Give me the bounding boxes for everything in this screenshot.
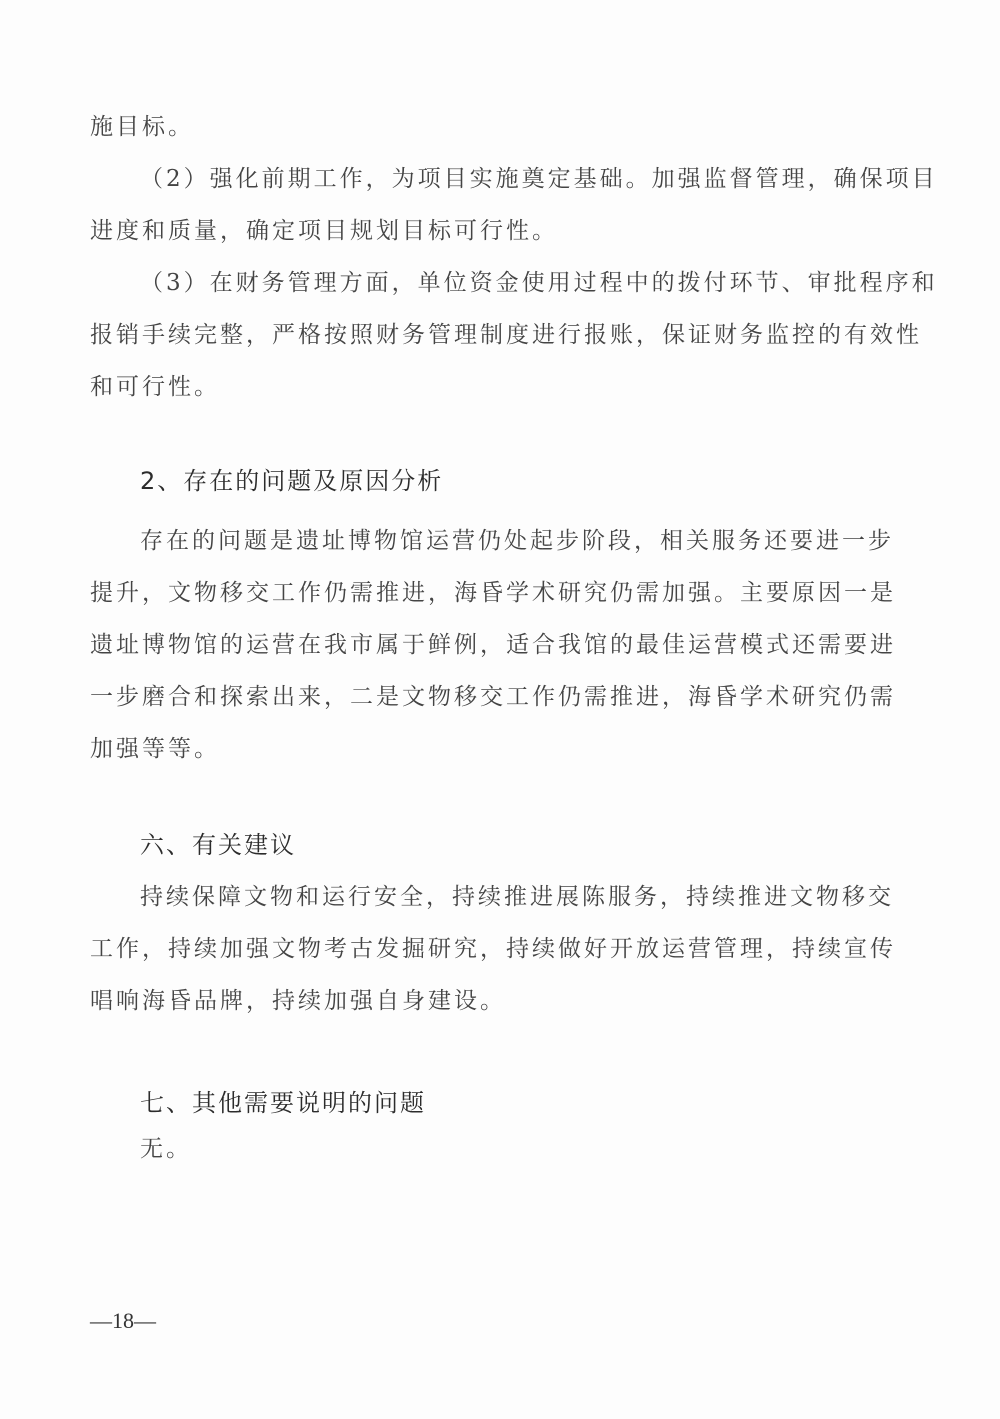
paragraph-line: 报销手续完整，严格按照财务管理制度进行报账，保证财务监控的有效性 [90,322,922,348]
section-heading: 七、其他需要说明的问题 [140,1089,426,1117]
paragraph-line: 无。 [140,1136,192,1162]
paragraph-line: 工作，持续加强文物考古发掘研究，持续做好开放运营管理，持续宣传 [90,936,896,962]
paragraph-line: 加强等等。 [90,736,220,762]
paragraph-line: 和可行性。 [90,374,220,400]
paragraph-line: 存在的问题是遗址博物馆运营仍处起步阶段，相关服务还要进一步 [140,528,894,554]
section-heading: 2、存在的问题及原因分析 [140,467,444,495]
paragraph-line: 进度和质量，确定项目规划目标可行性。 [90,218,558,244]
paragraph-line: 提升，文物移交工作仍需推进，海昏学术研究仍需加强。主要原因一是 [90,580,896,606]
paragraph-line: 施目标。 [90,114,194,140]
paragraph-line: 唱响海昏品牌，持续加强自身建设。 [90,988,506,1014]
paragraph-line: （3）在财务管理方面，单位资金使用过程中的拨付环节、审批程序和 [140,270,938,296]
paragraph-line: 遗址博物馆的运营在我市属于鲜例，适合我馆的最佳运营模式还需要进 [90,632,896,658]
paragraph-line: （2）强化前期工作，为项目实施奠定基础。加强监督管理，确保项目 [140,166,938,192]
paragraph-line: 一步磨合和探索出来，二是文物移交工作仍需推进，海昏学术研究仍需 [90,684,896,710]
paragraph-line: 持续保障文物和运行安全，持续推进展陈服务，持续推进文物移交 [140,884,894,910]
page-number: —18— [90,1308,156,1333]
section-heading: 六、有关建议 [140,831,296,859]
